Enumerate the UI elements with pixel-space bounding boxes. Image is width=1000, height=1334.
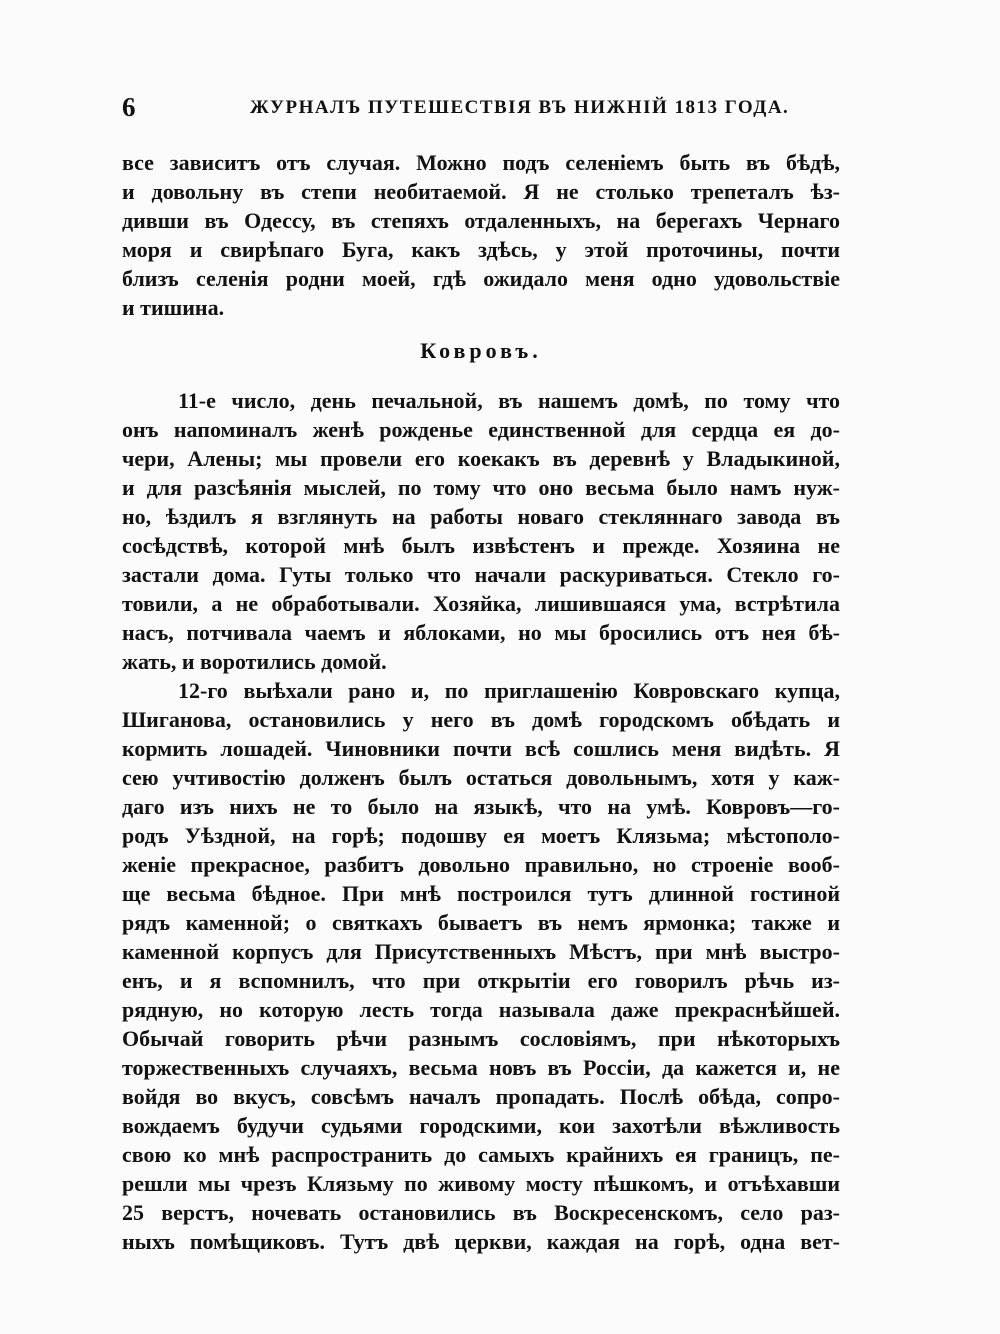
text-line: каменной корпусъ для Присутственныхъ Мѣстъ, при мнѣ выстро- bbox=[122, 939, 840, 964]
paragraph-intro bbox=[122, 148, 840, 322]
text-line: родъ Уѣздной, на горѣ; подошву ея моетъ Клязьма; мѣстополо- bbox=[122, 823, 840, 848]
text-line: чери, Алены; мы провели его коекакъ въ деревнѣ у Владыкиной, bbox=[122, 446, 840, 471]
text-line: 11-е число, день печальной, въ нашемъ домѣ, по тому что bbox=[178, 388, 840, 413]
text-line: моря и свирѣпаго Буга, какъ здѣсь, у этой проточины, почти bbox=[122, 237, 840, 262]
text-line: ныхъ помѣщиковъ. Тутъ двѣ церкви, каждая на горѣ, одна вет- bbox=[122, 1229, 840, 1254]
text-line: рядъ каменной; о святкахъ бываетъ въ немъ ярмонка; также и bbox=[122, 910, 840, 935]
text-line: войдя во вкусъ, совсѣмъ началъ пропадать. Послѣ обѣда, сопро- bbox=[122, 1084, 840, 1109]
text-line: все зависитъ отъ случая. Можно подъ селеніемъ быть въ бѣдѣ, bbox=[122, 150, 840, 175]
text-line: застали дома. Гуты только что начали раскуриваться. Стекло го- bbox=[122, 562, 840, 587]
text-line: сосѣдствѣ, которой мнѣ былъ извѣстенъ и прежде. Хозяина не bbox=[122, 533, 840, 558]
text-line: и для разсѣянія мыслей, по тому что оно весьма было намъ нуж- bbox=[122, 475, 840, 500]
text-line: 12-го выѣхали рано и, по приглашенію Ковровскаго купца, bbox=[178, 678, 840, 703]
page-number: 6 bbox=[122, 92, 136, 122]
text-line: дивши въ Одессу, въ степяхъ отдаленныхъ, на берегахъ Чернаго bbox=[122, 208, 840, 233]
text-line: Обычай говорить рѣчи разнымъ сословіямъ, при нѣкоторыхъ bbox=[122, 1026, 840, 1051]
page-header bbox=[122, 92, 840, 126]
text-line: кормить лошадей. Чиновники почти всѣ сошлись меня видѣть. Я bbox=[122, 736, 840, 761]
section-heading: Ковровъ. bbox=[420, 338, 542, 363]
text-line: и довольну въ степи необитаемой. Я не столько трепеталъ ѣз- bbox=[122, 179, 840, 204]
text-line: близъ селенія родни моей, гдѣ ожидало меня одно удовольствіе bbox=[122, 266, 840, 291]
text-line: онъ напоминалъ женѣ рожденье единственной для сердца ея до- bbox=[122, 417, 840, 442]
main-text bbox=[122, 386, 840, 1256]
text-line: даго изъ нихъ не то было на языкѣ, что на умѣ. Ковровъ—го- bbox=[122, 794, 840, 819]
text-line: ще весьма бѣдное. При мнѣ построился тутъ длинной гостиной bbox=[122, 881, 840, 906]
text-line: женіе прекрасное, разбитъ довольно правильно, но строеніе вооб- bbox=[122, 852, 840, 877]
running-title: ЖУРНАЛЪ ПУТЕШЕСТВІЯ ВЪ НИЖНІЙ 1813 ГОДА. bbox=[250, 97, 790, 118]
text-line: рядную, но которую лесть тогда называла даже прекраснѣйшей. bbox=[122, 997, 840, 1022]
text-line: но, ѣздилъ я взглянуть на работы новаго стекляннаго завода въ bbox=[122, 504, 840, 529]
text-line: свою ко мнѣ распространить до самыхъ крайнихъ ея границъ, пе- bbox=[122, 1142, 840, 1167]
text-line: торжественныхъ случаяхъ, весьма новъ въ Россіи, да кажется и, не bbox=[122, 1055, 840, 1080]
text-line: и тишина. bbox=[122, 295, 225, 320]
text-line: насъ, потчивала чаемъ и яблоками, но мы бросились отъ нея бѣ- bbox=[122, 620, 840, 645]
text-line: енъ, и я вспомнилъ, что при открытіи его говорилъ рѣчь из- bbox=[122, 968, 840, 993]
text-line: товили, а не обработывали. Хозяйка, лишившаяся ума, встрѣтила bbox=[122, 591, 840, 616]
text-line: сею учтивостію долженъ былъ остаться довольнымъ, хотя у каж- bbox=[122, 765, 840, 790]
text-line: жать, и воротились домой. bbox=[122, 649, 387, 674]
text-line: решли мы чрезъ Клязьму по живому мосту пѣшкомъ, и отъѣхавши bbox=[122, 1171, 840, 1196]
text-line: Шиганова, остановились у него въ домѣ городскомъ обѣдать и bbox=[122, 707, 840, 732]
text-line: 25 верстъ, ночевать остановились въ Воскресенскомъ, село раз- bbox=[122, 1200, 840, 1225]
text-line: вождаемъ будучи судьями городскими, кои захотѣли вѣжливость bbox=[122, 1113, 840, 1138]
